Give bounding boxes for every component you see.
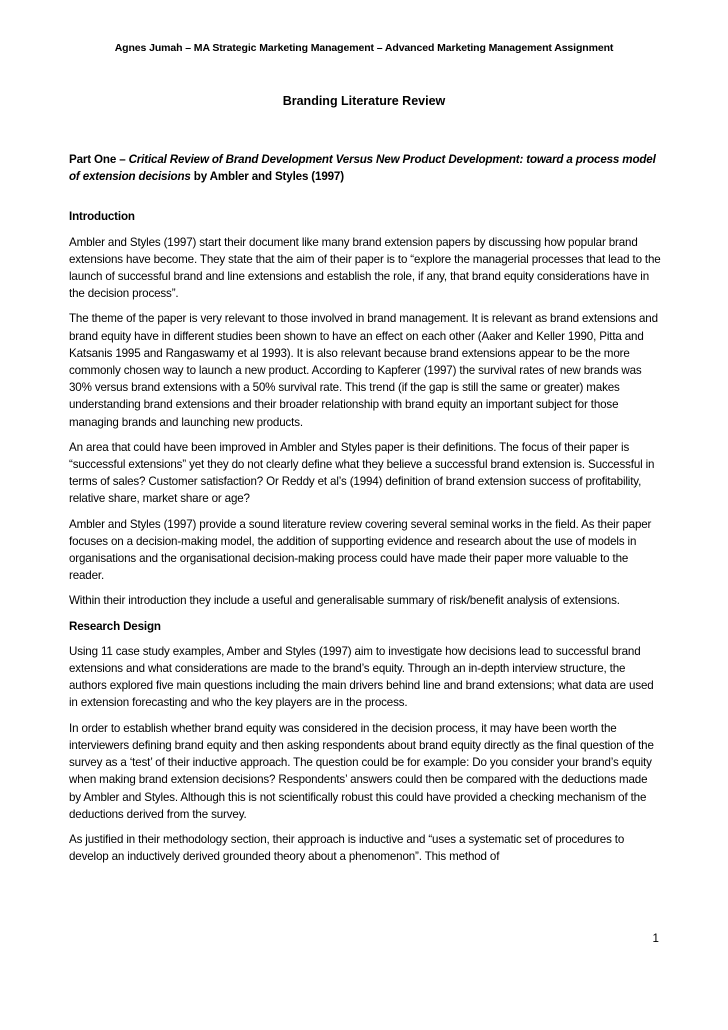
part-heading (69, 151, 661, 185)
paragraph: Using 11 case study examples, Amber and Styles (1997) aim to investigate how decisions lead to successful brand extensions and what considerations are made to the brand’s equity. Through an in-depth interview structure, the authors explored five main questions including the main drivers behind line and brand extensions; what data are used in extension forecasting and who the key players are in the process. (69, 644, 654, 710)
paragraph: An area that could have been improved in Ambler and Styles paper is their definitions. The focus of their paper is “successful extensions” yet they do not clearly define what they believe a successful brand extension is. Successful in terms of sales? Customer satisfaction? Or Reddy et al’s (1994) definition of brand extension success of profitability, relative share, market share or age? (69, 440, 655, 506)
document-title: Branding Literature Review (282, 94, 446, 108)
part-heading-paper-title: Critical Review of Brand Development Versus New Product Development: toward a process model of extension decisions (69, 153, 656, 184)
running-header: Agnes Jumah – MA Strategic Marketing Management – Advanced Marketing Management Assignment (114, 42, 614, 54)
part-heading-authors: by Ambler and Styles (1997) (190, 170, 344, 184)
section-heading-research-design: Research Design (69, 619, 161, 633)
paragraph: As justified in their methodology section, their approach is inductive and “uses a systematic set of procedures to develop an inductively derived grounded theory about a phenomenon”. This method of (69, 832, 625, 864)
document-body (69, 151, 661, 873)
paragraph: Within their introduction they include a useful and generalisable summary of risk/benefit analysis of extensions. (69, 594, 620, 608)
paragraph: The theme of the paper is very relevant to those involved in brand management. It is relevant as brand extensions and brand equity have in different studies been shown to have an effect on each other (Aaker and Keller 1990, Pitta and Katsanis 1995 and Rangaswamy et al 1993). It is also relevant because brand extensions appear to be the more commonly chosen way to launch a new product. According to Kapferer (1997) the survival rates of new brands was 30% versus brand extensions with a 50% survival rate. This trend (if the gap is still the same or greater) makes understanding brand extensions and their broader relationship with brand equity an important subject for those managing brands and launching new products. (69, 312, 658, 429)
paragraph: Ambler and Styles (1997) provide a sound literature review covering several seminal works in the field. As their paper focuses on a decision-making model, the addition of supporting evidence and research about the use of models in organisations and the organisational decision-making process could have made their paper more valuable to the reader. (69, 517, 652, 583)
page-number: 1 (652, 932, 659, 945)
paragraph: Ambler and Styles (1997) start their document like many brand extension papers by discussing how popular brand extensions have become. They state that the aim of their paper is to “explore the managerial processes that lead to the launch of successful brand and line extensions and establish the role, if any, that brand equity considerations have in the decision process”. (69, 235, 661, 301)
part-heading-prefix: Part One – (69, 153, 129, 166)
section-heading-introduction: Introduction (69, 210, 135, 224)
paragraph: In order to establish whether brand equity was considered in the decision process, it may have been worth the interviewers defining brand equity and then asking respondents about brand equity directly as the final question of the survey as a ‘test’ of their inductive approach. The question could be for example: Do you consider your brand’s equity when making brand extension decisions? Respondents’ answers could then be compared with the deductions made by Ambler and Styles. Although this is not scientifically robust this could have provided a checking mechanism of the deductions derived from the survey. (69, 721, 654, 821)
